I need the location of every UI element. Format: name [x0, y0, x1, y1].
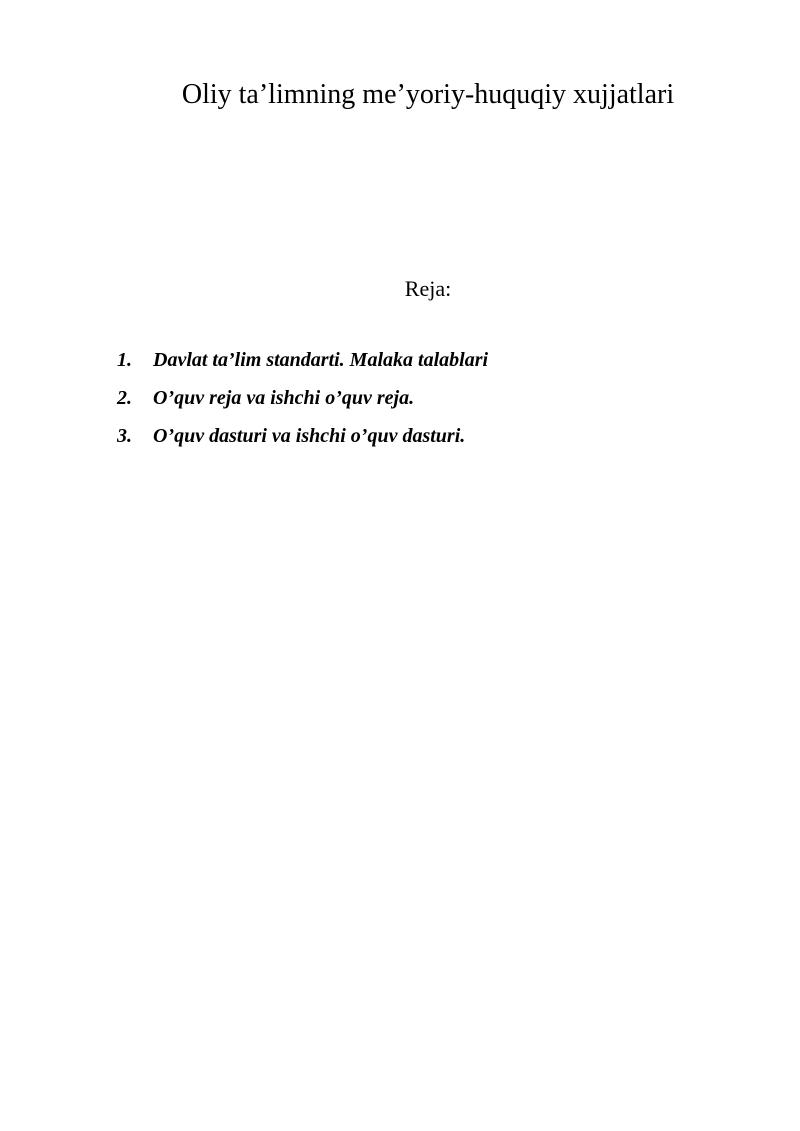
plan-item-2 — [117, 384, 488, 422]
plan-item-1 — [117, 346, 488, 384]
page-title: Oliy ta’limning me’yoriy-huquqiy xujjatlari — [181, 79, 675, 110]
plan-item-text: Davlat ta’lim standarti. Malaka talablari — [153, 349, 489, 371]
plan-heading: Reja: — [404, 276, 452, 301]
plan-list — [117, 346, 488, 460]
plan-item-text: O’quv reja va ishchi o’quv reja. — [153, 387, 415, 409]
plan-item-number: 1. — [117, 349, 132, 371]
plan-item-number: 3. — [117, 425, 132, 447]
plan-item-text: O’quv dasturi va ishchi o’quv dasturi. — [153, 425, 466, 447]
plan-item-number: 2. — [117, 387, 132, 409]
plan-item-3 — [117, 422, 488, 460]
